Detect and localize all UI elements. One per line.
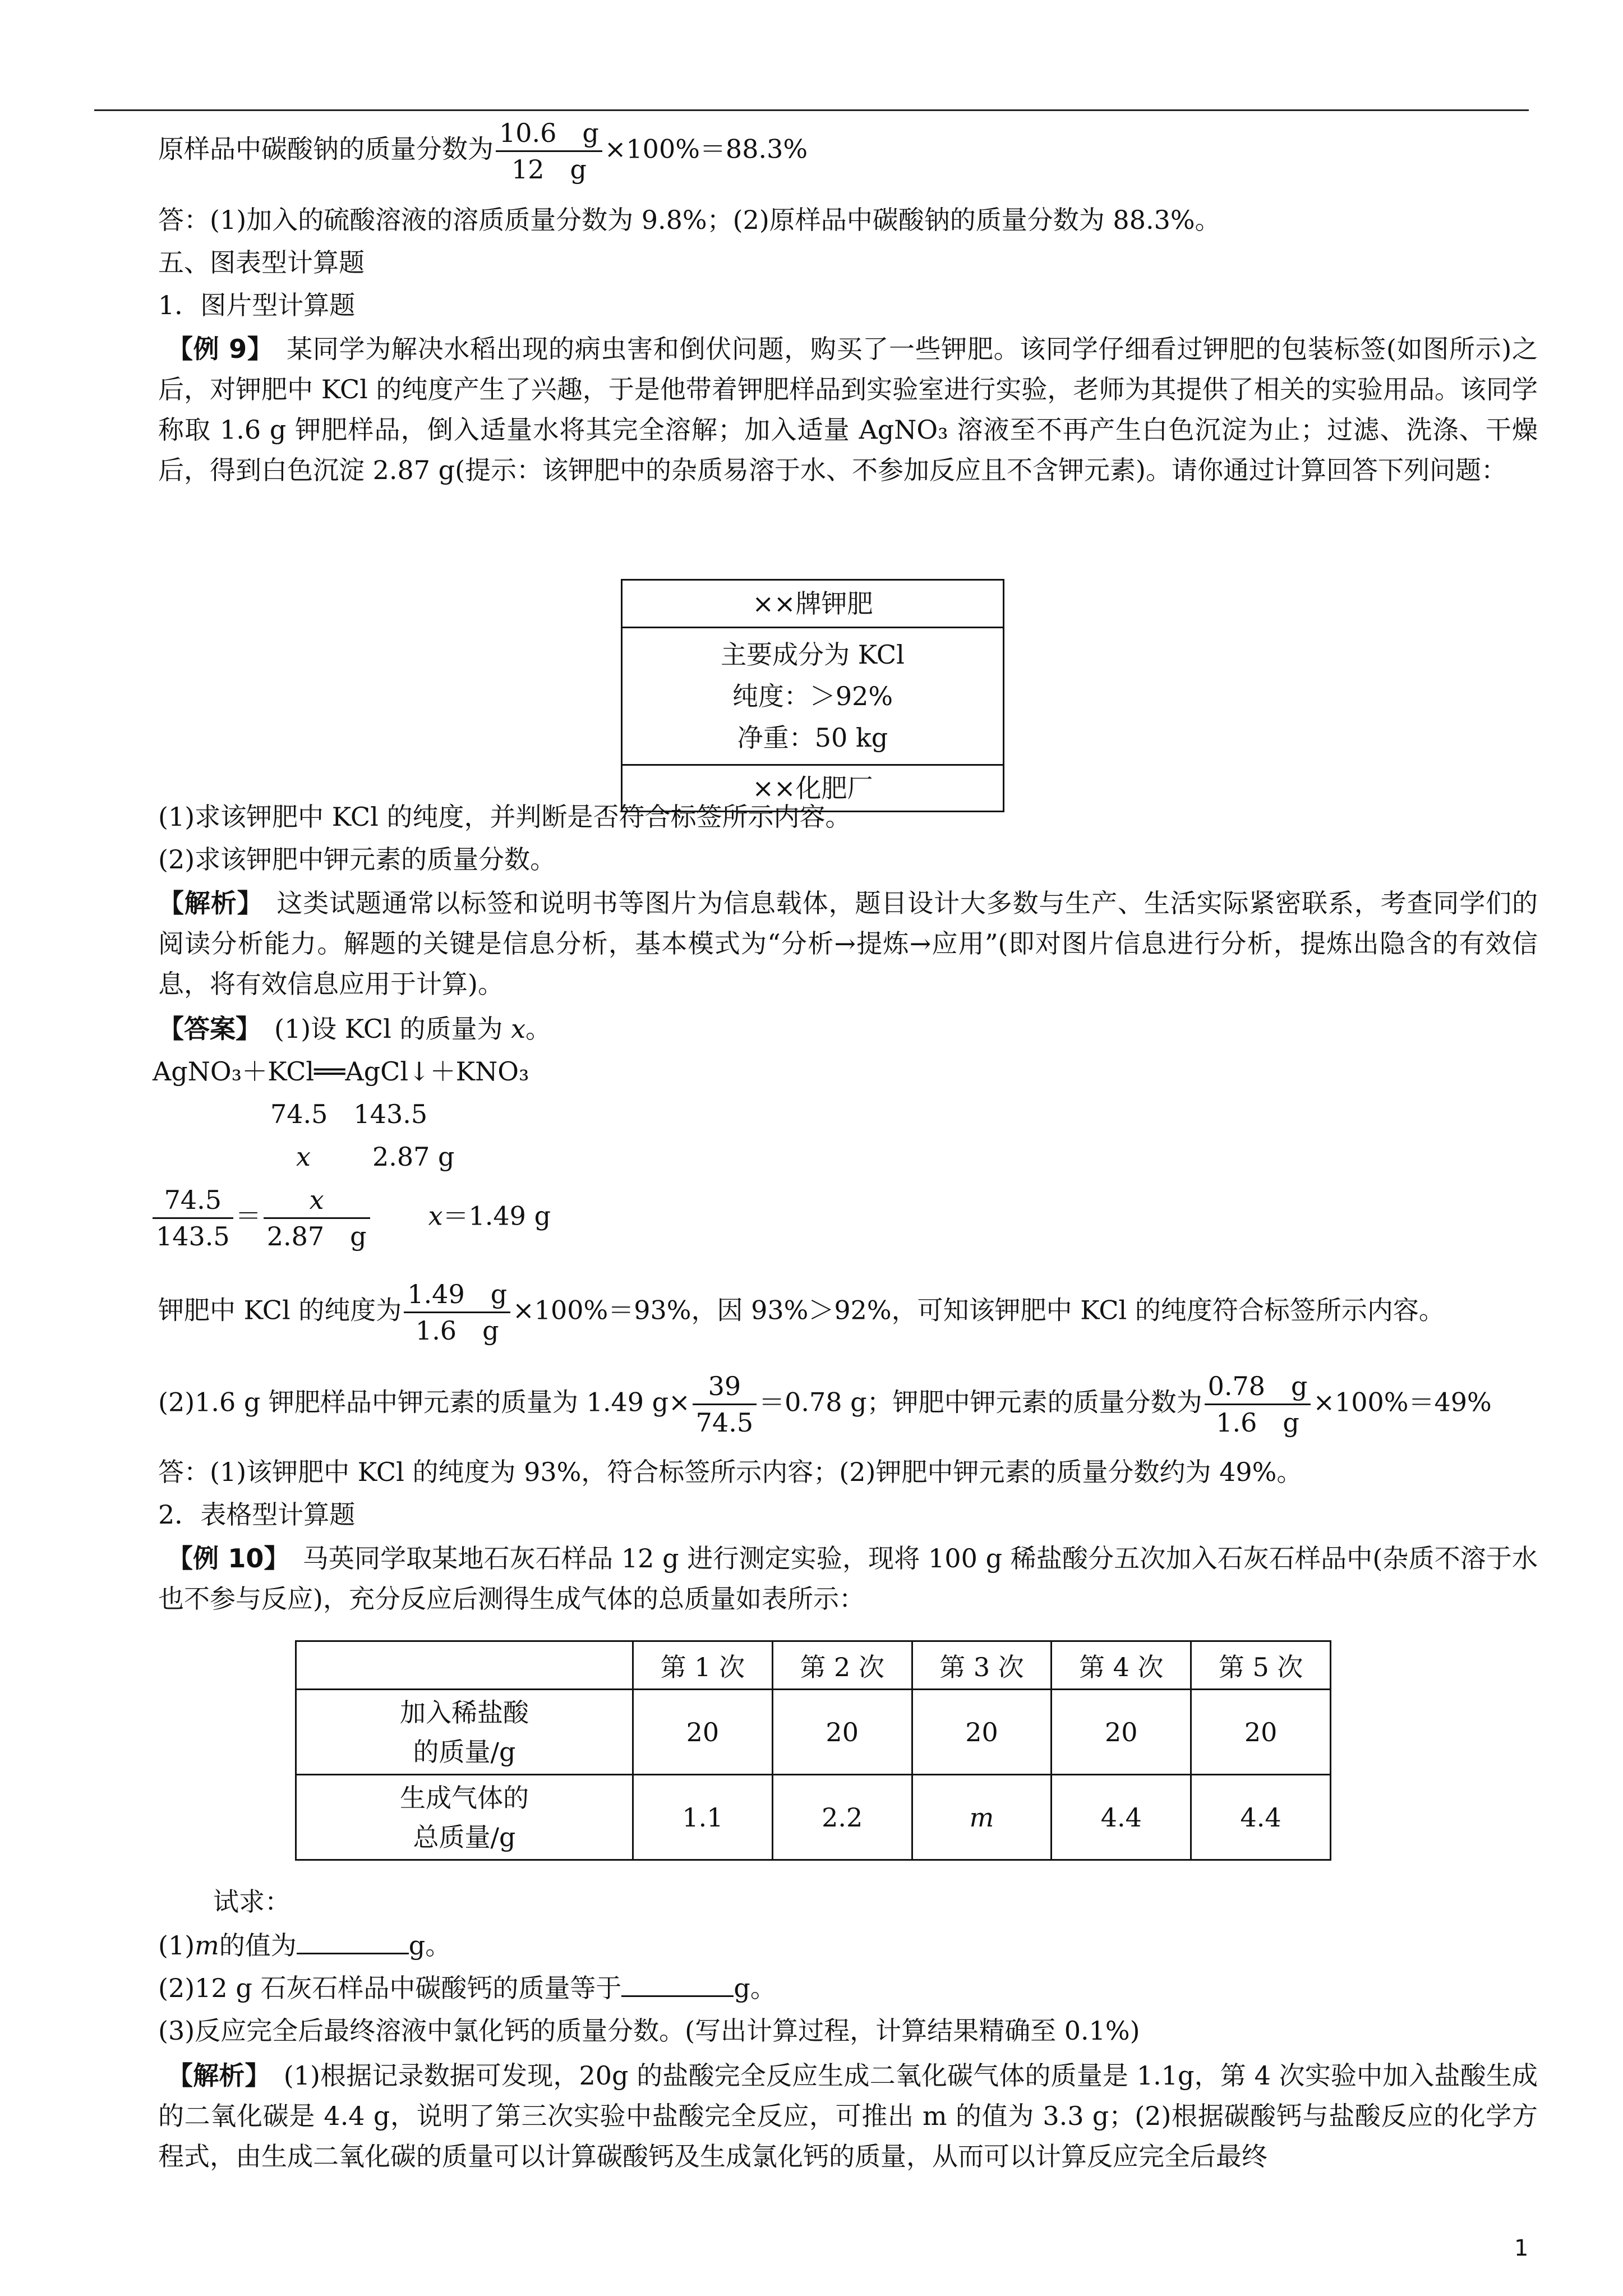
example9-paragraph	[158, 329, 1538, 490]
example10-analysis: 【解析】 (1)根据记录数据可发现，20g 的盐酸完全反应生成二氧化碳气体的质量是 1.1g，第 4 次实验中加入盐酸生成的二氧化碳是 4.4 g，说明了第三次实验中盐酸完全反应，可推出 m 的值为 3.3 g；(2)根据碳酸钙与盐酸反应的化学方程式，由生成二氧化碳的质量可以计算碳酸钙及生成氯化钙的质量，从而可以计算反应完全后最终	[158, 2060, 1538, 2171]
analysis-tag: 【解析】	[158, 888, 251, 918]
mass-row-1: 74.5 143.5	[270, 1099, 428, 1129]
ex10-question-1: (1)m的值为 g。	[158, 1930, 451, 1961]
answer-setup: 【答案】 (1)设 KCl 的质量为 x。	[158, 1014, 552, 1044]
proportion-equation: $\frac{74.5}{143.5}$ ＝ $\frac{x}{2.87 g}$ x＝1.49 g	[150, 1182, 551, 1254]
data-table	[295, 1640, 1331, 1861]
question-2: (2)求该钾肥中钾元素的质量分数。	[158, 844, 556, 875]
mass-row-2: x 2.87 g	[296, 1142, 455, 1172]
header-rule	[94, 109, 1529, 111]
example10-paragraph: 【例 10】 马英同学取某地石灰石样品 12 g 进行测定实验，现将 100 g 稀盐酸分五次加入石灰石样品中(杂质不溶于水也不参与反应)，充分反应后测得生成气体的总质量如表所示：	[158, 1543, 1538, 1614]
analysis-tag: 【解析】	[167, 2060, 258, 2091]
table-header: 第 1 次	[633, 1641, 773, 1690]
label-weight: 净重：50 kg	[737, 723, 888, 753]
table-row	[296, 1775, 1331, 1860]
table-header: 第 3 次	[912, 1641, 1052, 1690]
answer-blank[interactable]	[621, 1973, 734, 1997]
ex10-question-2: (2)12 g 石灰石样品中碳酸钙的质量等于 g。	[158, 1973, 776, 2003]
table-row	[296, 1690, 1331, 1775]
potassium-line: (2)1.6 g 钾肥样品中钾元素的质量为 1.49 g× $\frac{39}{74.5}$ ＝0.78 g；钾肥中钾元素的质量分数为 $\frac{0.78 g}{1.6 g}$ ×100%＝49%	[158, 1369, 1492, 1440]
ratio-fraction: $\frac{10.6 g}{12 g}$	[496, 116, 602, 187]
chemical-equation: AgNO₃＋KCl══AgCl↓＋KNO₃	[153, 1056, 529, 1087]
table-cell: 20	[1191, 1690, 1331, 1775]
subsection-heading: 1．图片型计算题	[158, 290, 356, 320]
label-component: 主要成分为 KCl	[721, 639, 905, 670]
label-maker: ××化肥厂	[752, 773, 873, 803]
label-brand: ××牌钾肥	[623, 581, 1003, 628]
previous-answer: 答：(1)加入的硫酸溶液的溶质质量分数为 9.8%；(2)原样品中碳酸钠的质量分数为 88.3%。	[158, 205, 1221, 235]
table-cell: 20	[633, 1690, 773, 1775]
ask-label: 试求：	[213, 1887, 291, 1917]
table-header-row	[296, 1641, 1331, 1690]
label-body	[623, 628, 1003, 766]
purity-line: 钾肥中 KCl 的纯度为 $\frac{1.49 g}{1.6 g}$ ×100%＝93%，因 93%＞92%，可知该钾肥中 KCl 的纯度符合标签所示内容。	[158, 1277, 1445, 1348]
table-cell: 20	[772, 1690, 912, 1775]
question-1: (1)求该钾肥中 KCl 的纯度，并判断是否符合标签所示内容。	[158, 802, 851, 832]
table-cell: 4.4	[1191, 1775, 1331, 1860]
row-label: 加入稀盐酸 的质量/g	[296, 1690, 633, 1775]
ratio-prefix: 原样品中碳酸钠的质量分数为	[158, 134, 494, 164]
page-number: 1	[1514, 2235, 1529, 2261]
table-cell: 1.1	[633, 1775, 773, 1860]
ratio-line: 原样品中碳酸钠的质量分数为 $\frac{10.6 g}{12 g}$ ×100%＝88.3%	[158, 116, 808, 187]
answer-blank[interactable]	[297, 1930, 409, 1954]
row-label: 生成气体的 总质量/g	[296, 1775, 633, 1860]
table-cell: 20	[1052, 1690, 1191, 1775]
table-header: 第 5 次	[1191, 1641, 1331, 1690]
ex10-question-3: (3)反应完全后最终溶液中氯化钙的质量分数。(写出计算过程，计算结果精确至 0.1%)	[158, 2016, 1140, 2046]
example9-tag: 【例 9】	[167, 334, 261, 364]
final-answer: 答：(1)该钾肥中 KCl 的纯度为 93%，符合标签所示内容；(2)钾肥中钾元素的质量分数约为 49%。	[158, 1457, 1303, 1487]
answer-tag: 【答案】	[158, 1014, 248, 1044]
table-cell: 2.2	[772, 1775, 912, 1860]
fertilizer-label	[621, 579, 1004, 812]
subsection-heading-2: 2．表格型计算题	[158, 1499, 356, 1530]
table-cell: 4.4	[1052, 1775, 1191, 1860]
table-cell: m	[912, 1775, 1052, 1860]
table-header: 第 2 次	[772, 1641, 912, 1690]
example9-text: 某同学为解决水稻出现的病虫害和倒伏问题，购买了一些钾肥。该同学仔细看过钾肥的包装标签(如图所示)之后，对钾肥中 KCl 的纯度产生了兴趣，于是他带着钾肥样品到实验室进行实验，老师为其提供了相关的实验用品。该同学称取 1.6 g 钾肥样品，倒入适量水将其完全溶解；加入适量 AgNO₃ 溶液至不再产生白色沉淀为止；过滤、洗涤、干燥后，得到白色沉淀 2.87 g(提示：该钾肥中的杂质易溶于水、不参加反应且不含钾元素)。请你通过计算回答下列问题：	[158, 334, 1538, 485]
label-purity: 纯度：＞92%	[732, 681, 893, 711]
example10-tag: 【例 10】	[167, 1543, 277, 1573]
table-cell: 20	[912, 1690, 1052, 1775]
table-header: 第 4 次	[1052, 1641, 1191, 1690]
example9-analysis: 【解析】 这类试题通常以标签和说明书等图片为信息载体，题目设计大多数与生产、生活实际紧密联系，考查同学们的阅读分析能力。解题的关键是信息分析，基本模式为“分析→提炼→应用”(即对图片信息进行分析，提炼出隐含的有效信息，将有效信息应用于计算)。	[158, 888, 1538, 999]
section-heading: 五、图表型计算题	[158, 247, 365, 278]
